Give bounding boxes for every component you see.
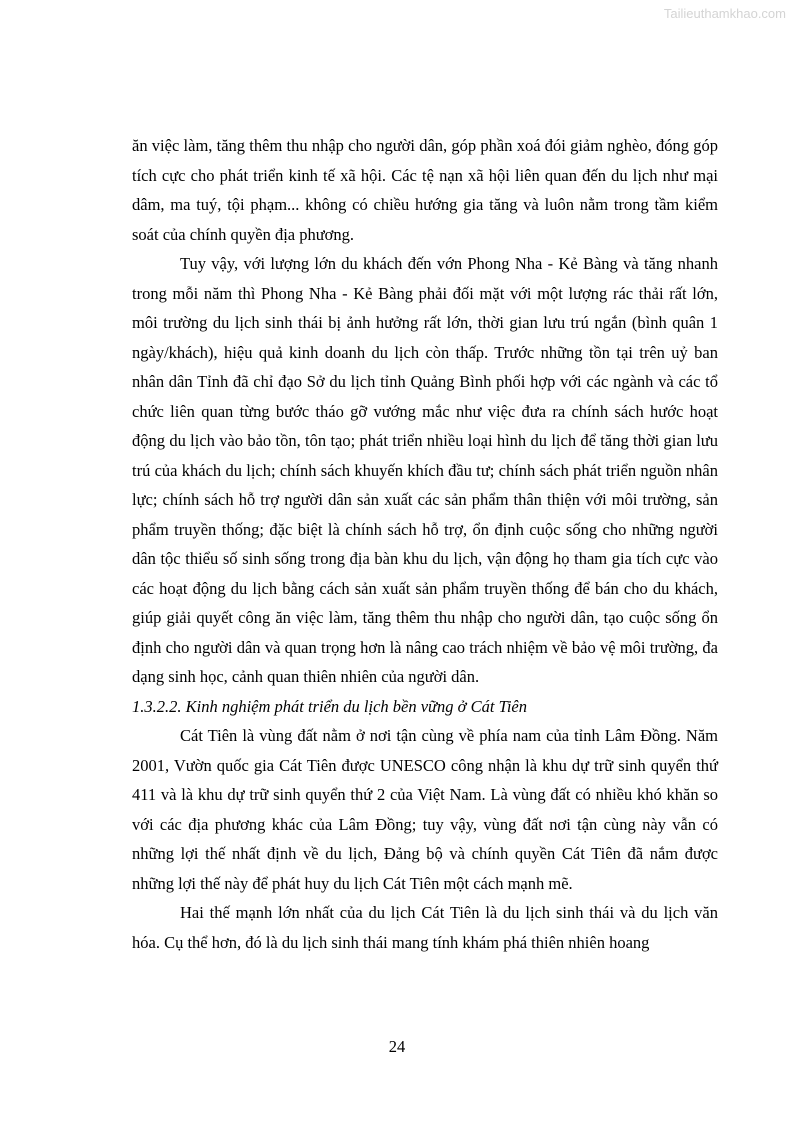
paragraph-1: ăn việc làm, tăng thêm thu nhập cho người dân, góp phần xoá đói giảm nghèo, đóng góp tích cực cho phát triển kinh tế xã hội. Các tệ nạn xã hội liên quan đến du lịch như mại dâm, ma tuý, tội phạm... không có chiều hướng gia tăng và luôn nằm trong tầm kiểm soát của chính quyền địa phương. <box>132 136 718 244</box>
watermark: Tailieuthamkhao.com <box>663 6 786 21</box>
paragraph-3: Cát Tiên là vùng đất nằm ở nơi tận cùng về phía nam của tỉnh Lâm Đồng. Năm 2001, Vườn quốc gia Cát Tiên được UNESCO công nhận là khu dự trữ sinh quyển thứ 411 và là khu dự trữ sinh quyển thứ 2 của Việt Nam. Là vùng đất có nhiều khó khăn so với các địa phương khác của Lâm Đồng; tuy vậy, vùng đất nơi tận cùng này vẫn có những lợi thế nhất định về du lịch, Đảng bộ và chính quyền Cát Tiên đã nắm được những lợi thế này để phát huy du lịch Cát Tiên một cách mạnh mẽ. <box>132 726 718 893</box>
section-heading: 1.3.2.2. Kinh nghiệm phát triển du lịch bền vững ở Cát Tiên <box>132 696 527 716</box>
page-number: 24 <box>388 1037 406 1056</box>
page-body <box>132 131 718 957</box>
paragraph-4: Hai thế mạnh lớn nhất của du lịch Cát Tiên là du lịch sinh thái và du lịch văn hóa. Cụ thể hơn, đó là du lịch sinh thái mang tính khám phá thiên nhiên hoang <box>132 903 718 952</box>
paragraph-2: Tuy vậy, với lượng lớn du khách đến vớn Phong Nha - Kẻ Bàng và tăng nhanh trong mỗi năm thì Phong Nha - Kẻ Bàng phải đối mặt với một lượng rác thải rất lớn, môi trường du lịch sinh thái bị ảnh hưởng rất lớn, thời gian lưu trú ngắn (bình quân 1 ngày/khách), hiệu quả kinh doanh du lịch còn thấp. Trước những tồn tại trên uỷ ban nhân dân Tỉnh đã chỉ đạo Sở du lịch tỉnh Quảng Bình phối hợp với các ngành và các tổ chức liên quan từng bước tháo gỡ vướng mắc như việc đưa ra chính sách hước hoạt động du lịch vào bảo tồn, tôn tạo; phát triển nhiều loại hình du lịch để tăng thời gian lưu trú của khách du lịch; chính sách khuyến khích đầu tư; chính sách phát triển nguồn nhân lực; chính sách hỗ trợ người dân sản xuất các sản phẩm thân thiện với môi trường, sản phẩm truyền thống; đặc biệt là chính sách hỗ trợ, ổn định cuộc sống cho những người dân tộc thiểu số sinh sống trong địa bàn khu du lịch, vận động họ tham gia tích cực vào các hoạt động du lịch bằng cách sản xuất sản phẩm truyền thống để bán cho du khách, giúp giải quyết công ăn việc làm, tăng thêm thu nhập cho người dân, tạo cuộc sống ổn định cho người dân và quan trọng hơn là nâng cao trách nhiệm về bảo vệ môi trường, đa dạng sinh học, cảnh quan thiên nhiên của người dân. <box>132 254 718 686</box>
